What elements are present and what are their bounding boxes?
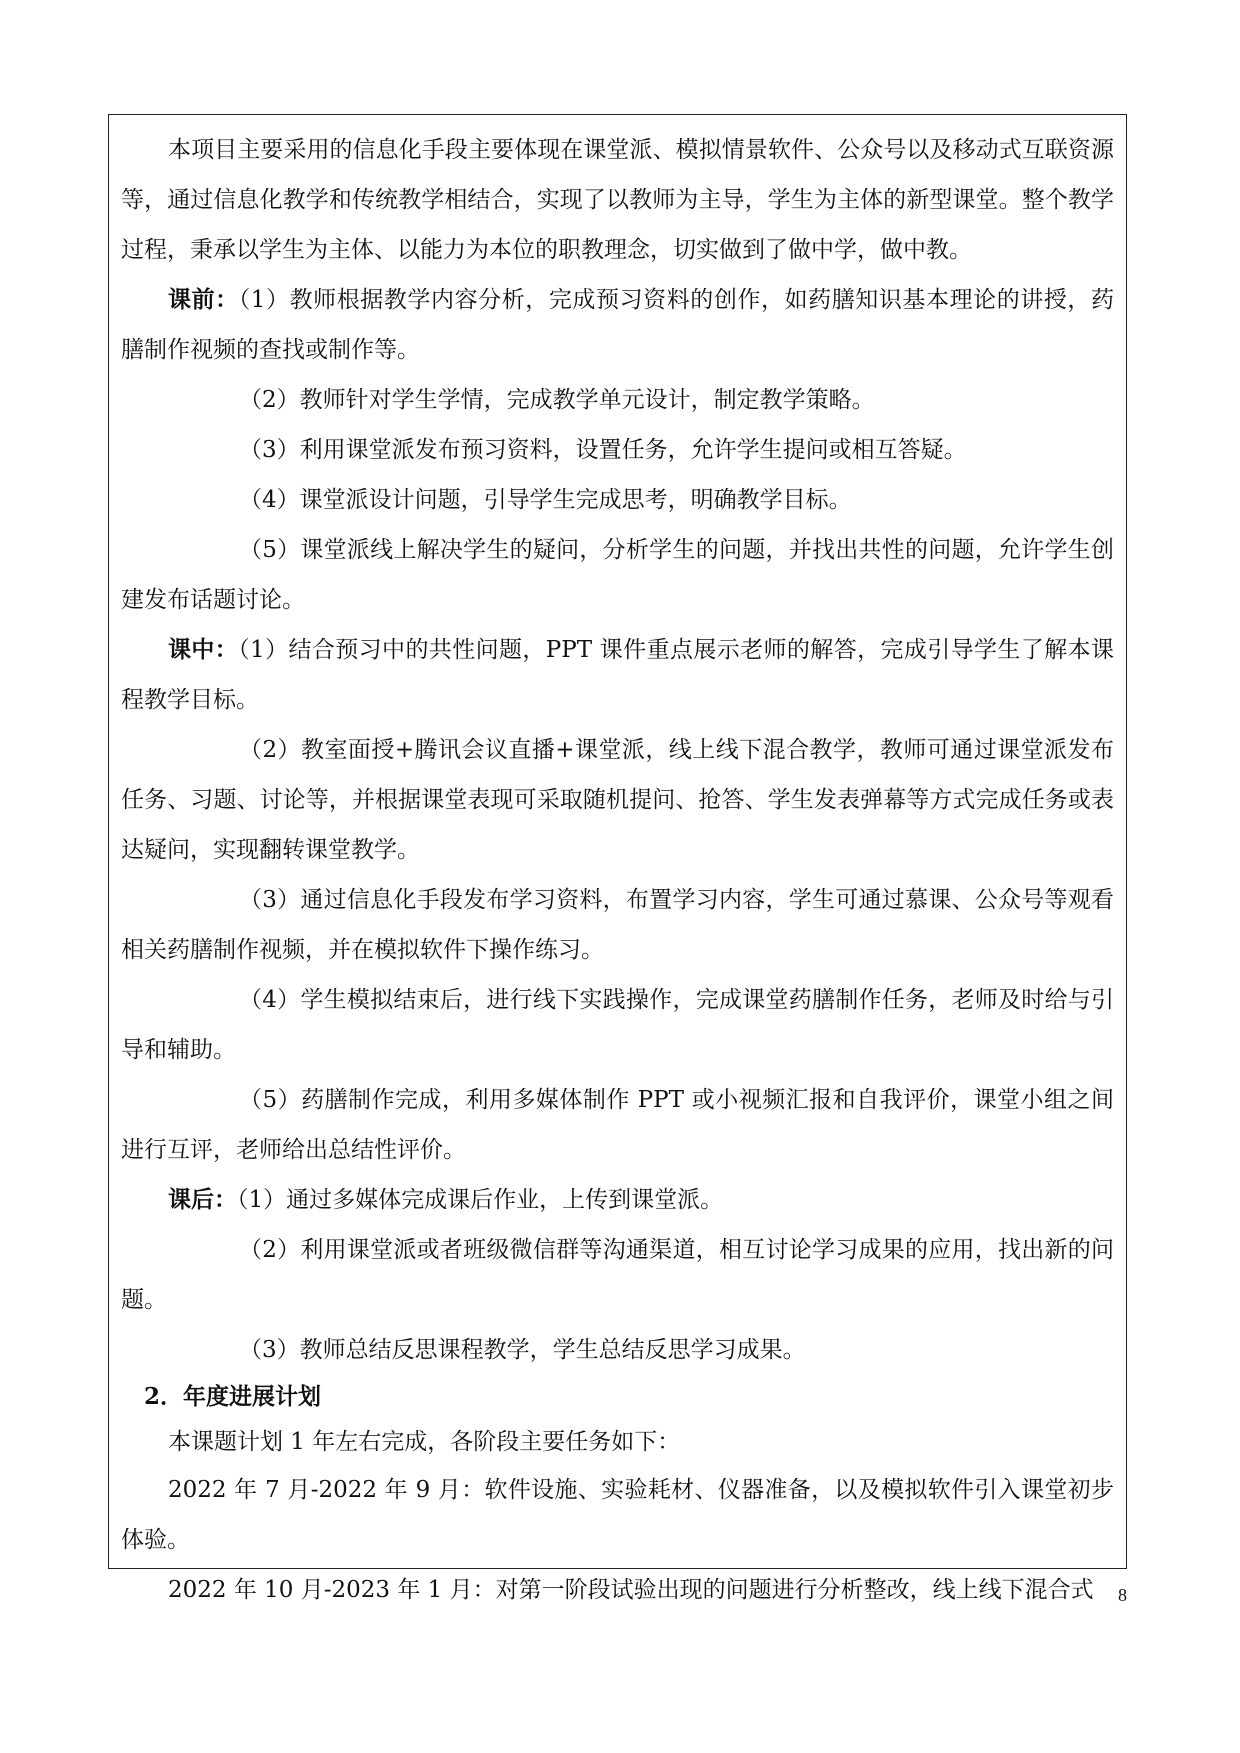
pre-class-item-4: （4）课堂派设计问题，引导学生完成思考，明确教学目标。 (239, 487, 852, 513)
page-number: 8 (1118, 1585, 1127, 1605)
pre-class-label: 课前： (168, 286, 239, 313)
in-class-item-1: 课中：（1）结合预习中的共性问题，PPT 课件重点展示老师的解答，完成引导学生了解本课程教学目标。 (121, 636, 1115, 713)
in-class-item-4: （4）学生模拟结束后，进行线下实践操作，完成课堂药膳制作任务，老师及时给与引导和辅助。 (121, 987, 1114, 1063)
document-body (121, 125, 1114, 1615)
pre-class-item-5: （5）课堂派线上解决学生的疑问，分析学生的问题，并找出共性的问题，允许学生创建发布话题讨论。 (121, 537, 1114, 613)
pre-class-item-2: （2）教师针对学生学情，完成教学单元设计，制定教学策略。 (239, 387, 875, 413)
post-class-item-2: （2）利用课堂派或者班级微信群等沟通渠道，相互讨论学习成果的应用，找出新的问题。 (121, 1237, 1114, 1313)
in-class-item-2: （2）教室面授+腾讯会议直播+课堂派，线上线下混合教学，教师可通过课堂派发布任务、习题、讨论等，并根据课堂表现可采取随机提问、抢答、学生发表弹幕等方式完成任务或表达疑问，实现翻转课堂教学。 (121, 737, 1114, 863)
content-table-cell (108, 114, 1127, 1603)
in-class-label: 课中： (168, 636, 239, 663)
intro-paragraph: 本项目主要采用的信息化手段主要体现在课堂派、模拟情景软件、公众号以及移动式互联资源等，通过信息化教学和传统教学相结合，实现了以教师为主导，学生为主体的新型课堂。整个教学过程，秉承以学生为主体、以能力为本位的职教理念，切实做到了做中学，做中教。 (121, 137, 1114, 263)
section-2-title: 2．年度进展计划 (144, 1383, 322, 1410)
pre-class-item-1: 课前：（1）教师根据教学内容分析，完成预习资料的创作，如药膳知识基本理论的讲授，药膳制作视频的查找或制作等。 (121, 286, 1114, 363)
phase-2: 2022 年 10 月-2023 年 1 月：对第一阶段试验出现的问题进行分析整改，线上线下混合式 (168, 1577, 1094, 1603)
post-class-item-1: 课后：（1）通过多媒体完成课后作业，上传到课堂派。 (168, 1186, 724, 1213)
phase-1: 2022 年 7 月-2022 年 9 月：软件设施、实验耗材、仪器准备，以及模拟软件引入课堂初步体验。 (121, 1477, 1114, 1553)
post-class-label: 课后： (168, 1186, 237, 1213)
section-2-intro: 本课题计划 1 年左右完成，各阶段主要任务如下： (168, 1429, 681, 1455)
in-class-item-5: （5）药膳制作完成，利用多媒体制作 PPT 或小视频汇报和自我评价，课堂小组之间进行互评，老师给出总结性评价。 (121, 1087, 1114, 1163)
pre-class-item-3: （3）利用课堂派发布预习资料，设置任务，允许学生提问或相互答疑。 (239, 437, 967, 463)
post-class-item-3: （3）教师总结反思课程教学，学生总结反思学习成果。 (239, 1337, 806, 1363)
in-class-item-3: （3）通过信息化手段发布学习资料，布置学习内容，学生可通过慕课、公众号等观看相关药膳制作视频，并在模拟软件下操作练习。 (121, 887, 1114, 963)
